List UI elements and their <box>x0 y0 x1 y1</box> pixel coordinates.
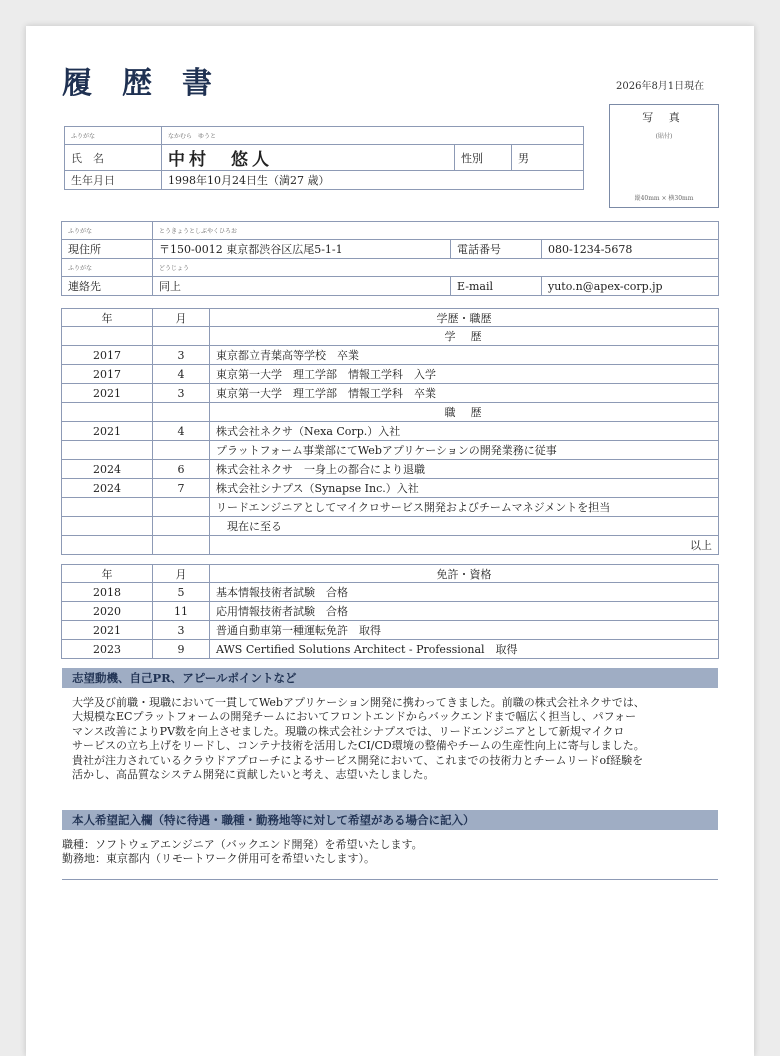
history-row <box>62 536 719 555</box>
history-month-header: 月 <box>153 309 210 327</box>
history-month <box>153 327 210 346</box>
history-text: 以上 <box>210 536 719 555</box>
phone-label: 電話番号 <box>451 240 542 259</box>
address-furigana: とうきょうとしぶやくひろお <box>153 222 719 240</box>
gender-label: 性別 <box>455 145 512 171</box>
history-month <box>153 536 210 555</box>
history-text: リードエンジニアとしてマイクロサービス開発およびチームマネジメントを担当 <box>210 498 719 517</box>
license-row <box>62 583 719 602</box>
history-row <box>62 441 719 460</box>
phone-value: 080-1234-5678 <box>542 240 719 259</box>
history-text: 東京都立青葉高等学校 卒業 <box>210 346 719 365</box>
history-month <box>153 498 210 517</box>
license-text: 基本情報技術者試験 合格 <box>210 583 719 602</box>
history-month <box>153 403 210 422</box>
photo-label: 写 真 <box>642 111 686 124</box>
history-row <box>62 346 719 365</box>
license-row <box>62 602 719 621</box>
history-year: 2021 <box>62 384 153 403</box>
contact-furigana-label: ふりがな <box>62 259 153 277</box>
name-furigana: なかむら ゆうと <box>162 127 584 145</box>
history-row <box>62 365 719 384</box>
birth-value: 1998年10月24日生（満27 歳） <box>162 171 584 190</box>
license-month: 11 <box>153 602 210 621</box>
furigana-label: ふりがな <box>65 127 162 145</box>
address-label: 現住所 <box>62 240 153 259</box>
history-text: 株式会社シナプス（Synapse Inc.）入社 <box>210 479 719 498</box>
history-month: 4 <box>153 422 210 441</box>
history-content-header: 学歴・職歴 <box>210 309 719 327</box>
photo-box <box>609 104 719 208</box>
history-row <box>62 498 719 517</box>
birth-label: 生年月日 <box>65 171 162 190</box>
license-year: 2021 <box>62 621 153 640</box>
history-year <box>62 441 153 460</box>
history-text: 東京第一大学 理工学部 情報工学科 入学 <box>210 365 719 384</box>
photo-note: (貼付) <box>655 133 673 140</box>
motivation-heading: 志望動機、自己PR、アピールポイントなど <box>62 668 718 688</box>
history-row <box>62 384 719 403</box>
history-text: 東京第一大学 理工学部 情報工学科 卒業 <box>210 384 719 403</box>
wishes-bottom-rule <box>62 879 718 880</box>
history-year: 2024 <box>62 479 153 498</box>
license-year: 2023 <box>62 640 153 659</box>
address-value: 〒150-0012 東京都渋谷区広尾5-1-1 <box>153 240 451 259</box>
license-month-header: 月 <box>153 565 210 583</box>
history-text: 株式会社ネクサ（Nexa Corp.）入社 <box>210 422 719 441</box>
history-year: 2017 <box>62 346 153 365</box>
license-row <box>62 621 719 640</box>
as-of-date: 2026年8月1日現在 <box>616 81 705 92</box>
history-row <box>62 460 719 479</box>
history-month: 3 <box>153 384 210 403</box>
license-month: 5 <box>153 583 210 602</box>
history-year: 2024 <box>62 460 153 479</box>
wishes-text <box>62 838 702 867</box>
history-year: 2021 <box>62 422 153 441</box>
license-text: AWS Certified Solutions Architect - Professional 取得 <box>210 640 719 659</box>
history-year: 2017 <box>62 365 153 384</box>
history-year-header: 年 <box>62 309 153 327</box>
history-row <box>62 517 719 536</box>
text-line: 貴社が注力されているクラウドアプローチによるサービス開発において、これまでの技術力とチームリードof経験を <box>72 753 644 767</box>
text-line: マンス改善によりPV数を向上させました。現職の株式会社シナプスでは、リードエンジニアとして新規マイクロ <box>72 724 625 738</box>
text-line: 活かし、高品質なシステム開発に貢献したいと考え、志望いたしました。 <box>72 768 435 782</box>
resume-sheet <box>26 26 754 1056</box>
history-table <box>61 308 719 555</box>
text-line: 大学及び前職・現職において一貫してWebアプリケーション開発に携わってきました。前職の株式会社ネクサでは、 <box>72 696 645 709</box>
license-text: 応用情報技術者試験 合格 <box>210 602 719 621</box>
license-text: 普通自動車第一種運転免許 取得 <box>210 621 719 640</box>
license-row <box>62 640 719 659</box>
history-month: 4 <box>153 365 210 384</box>
text-line: サービスの立ち上げをリードし、コンテナ技術を活用したCI/CD環境の整備やチームの生産性向上に寄与しました。 <box>72 739 645 753</box>
text-line: 職種：ソフトウェアエンジニア（バックエンド開発）を希望いたします。 <box>62 838 423 851</box>
address-table <box>61 221 719 296</box>
history-row <box>62 422 719 441</box>
document-title: 履 歴 書 <box>62 66 214 101</box>
history-month: 3 <box>153 346 210 365</box>
name-value: 中村 悠人 <box>162 145 455 171</box>
personal-table <box>64 126 584 190</box>
motivation-text <box>72 696 712 782</box>
email-value: yuto.n@apex-corp.jp <box>542 277 719 296</box>
license-year: 2018 <box>62 583 153 602</box>
license-year-header: 年 <box>62 565 153 583</box>
history-text: 学 歴 <box>210 327 719 346</box>
history-year <box>62 517 153 536</box>
history-text: 現在に至る <box>210 517 719 536</box>
history-year <box>62 536 153 555</box>
license-year: 2020 <box>62 602 153 621</box>
name-label: 氏 名 <box>65 145 162 171</box>
history-year <box>62 498 153 517</box>
license-month: 9 <box>153 640 210 659</box>
history-row <box>62 403 719 422</box>
contact-furigana: どうじょう <box>153 259 719 277</box>
photo-size: 縦40mm × 横30mm <box>634 195 694 202</box>
history-month <box>153 517 210 536</box>
license-content-header: 免許・資格 <box>210 565 719 583</box>
history-text: 株式会社ネクサ 一身上の都合により退職 <box>210 460 719 479</box>
contact-label: 連絡先 <box>62 277 153 296</box>
text-line: 勤務地：東京都内（リモートワーク併用可を希望いたします）。 <box>62 852 376 866</box>
license-table <box>61 564 719 659</box>
history-month: 6 <box>153 460 210 479</box>
history-text: プラットフォーム事業部にてWebアプリケーションの開発業務に従事 <box>210 441 719 460</box>
history-text: 職 歴 <box>210 403 719 422</box>
contact-value: 同上 <box>153 277 451 296</box>
history-year <box>62 403 153 422</box>
gender-value: 男 <box>512 145 584 171</box>
history-row <box>62 327 719 346</box>
wishes-heading: 本人希望記入欄（特に待遇・職種・勤務地等に対して希望がある場合に記入） <box>62 810 718 830</box>
history-month <box>153 441 210 460</box>
history-year <box>62 327 153 346</box>
address-furigana-label: ふりがな <box>62 222 153 240</box>
email-label: E-mail <box>451 277 542 296</box>
history-month: 7 <box>153 479 210 498</box>
license-month: 3 <box>153 621 210 640</box>
history-row <box>62 479 719 498</box>
text-line: 大規模なECプラットフォームの開発チームにおいてフロントエンドからバックエンドまで幅広く担当し、パフォー <box>72 710 637 724</box>
